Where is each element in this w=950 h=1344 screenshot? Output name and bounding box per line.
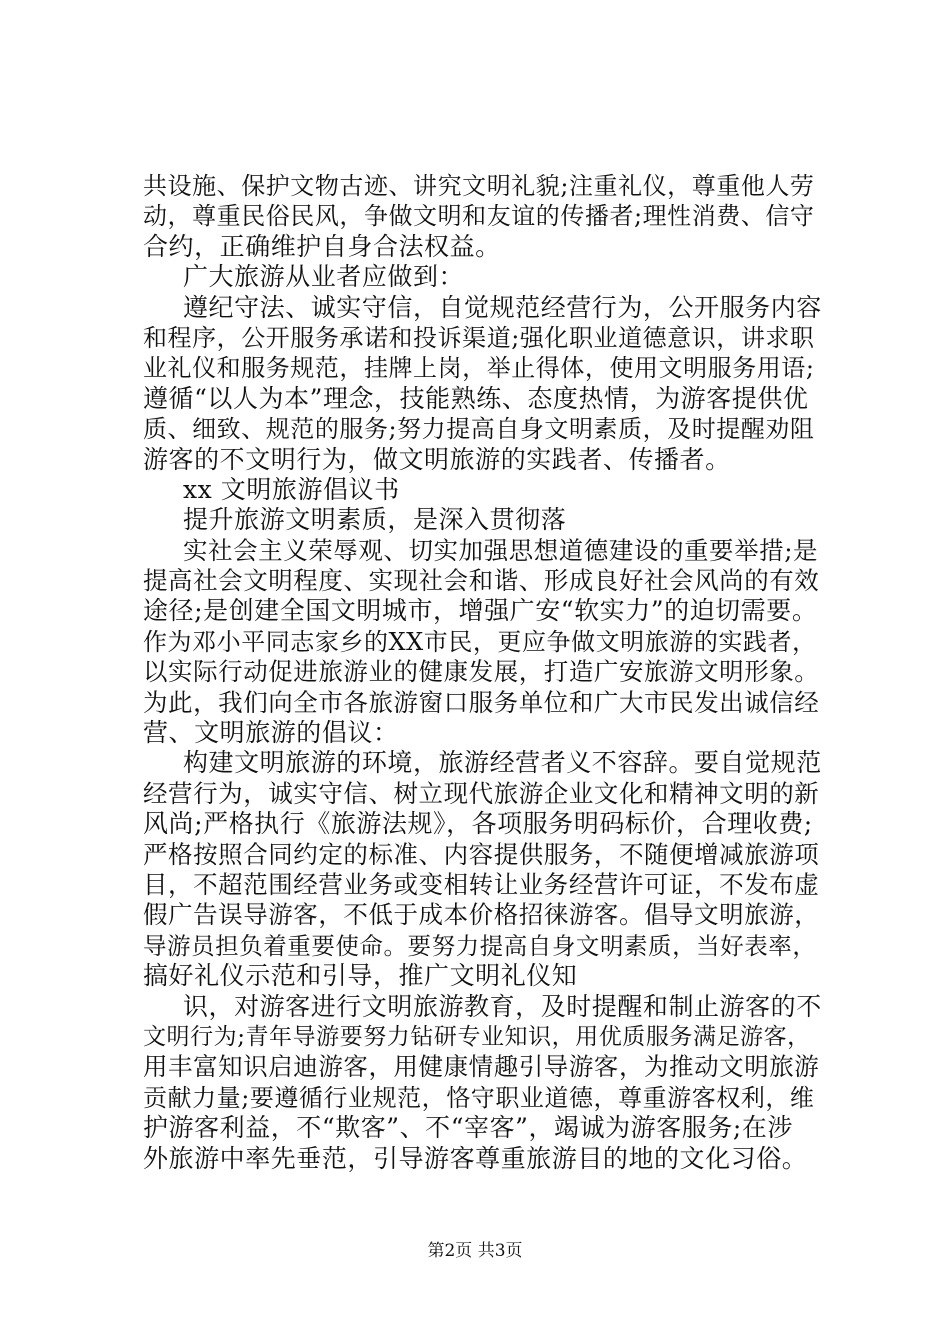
text-line: 业礼仪和服务规范，挂牌上岗，举止得体，使用文明服务用语; xyxy=(143,354,815,383)
text-line: 风尚;严格执行《旅游法规》，各项服务明码标价，合理收费; xyxy=(143,809,813,839)
document-body xyxy=(143,171,823,1174)
text-line: 动，尊重民俗民风，争做文明和友谊的传播者;理性消费、信守 xyxy=(143,202,815,231)
text-line: 用丰富知识启迪游客，用健康情趣引导游客，为推动文明旅游 xyxy=(143,1052,820,1082)
text-line: 以实际行动促进旅游业的健康发展，打造广安旅游文明形象。 xyxy=(143,657,820,687)
text-line: 假广告误导游客，不低于成本价格招徕游客。倡导文明旅游， xyxy=(143,900,820,930)
text-line: 营、文明旅游的倡议： xyxy=(143,718,399,748)
page-footer: 第2页 共3页 xyxy=(427,1241,523,1261)
text-line: 识，对游客进行文明旅游教育，及时提醒和制止游客的不 xyxy=(183,991,822,1021)
text-line: 质、细致、规范的服务;努力提高自身文明素质，及时提醒劝阻 xyxy=(143,415,815,444)
text-line: 经营行为，诚实守信、树立现代旅游企业文化和精神文明的新 xyxy=(143,778,820,808)
text-line: 遵循“以人为本”理念，技能熟练、态度热情，为游客提供优 xyxy=(143,383,809,413)
text-line: 搞好礼仪示范和引导，推广文明礼仪知 xyxy=(143,961,578,991)
text-line: 为此，我们向全市各旅游窗口服务单位和广大市民发出诚信经 xyxy=(143,687,820,717)
text-line: 构建文明旅游的环境，旅游经营者义不容辞。要自觉规范 xyxy=(183,748,822,778)
text-line: 贡献力量;要遵循行业规范，恪守职业道德，尊重游客权利，维 xyxy=(143,1083,815,1112)
text-line: 严格按照合同约定的标准、内容提供服务，不随便增减旅游项 xyxy=(143,839,820,869)
text-line: 途径;是创建全国文明城市，增强广安“软实力”的迫切需要。 xyxy=(143,596,818,626)
text-line: 提升旅游文明素质，是深入贯彻落 xyxy=(183,505,567,535)
text-line: 导游员担负着重要使命。要努力提高自身文明素质，当好表率， xyxy=(143,931,817,960)
text-line: 共设施、保护文物古迹、讲究文明礼貌;注重礼仪，尊重他人劳 xyxy=(143,172,815,200)
text-line: 文明行为;青年导游要努力钻研专业知识，用优质服务满足游客， xyxy=(143,1023,811,1050)
text-line: 遵纪守法、诚实守信，自觉规范经营行为，公开服务内容 xyxy=(183,292,822,322)
text-line: 护游客利益，不“欺客”、不“宰客”，竭诚为游客服务;在涉 xyxy=(143,1113,793,1143)
text-line: 实社会主义荣辱观、切实加强思想道德建设的重要举措;是 xyxy=(183,535,819,565)
text-line: 游客的不文明行为，做文明旅游的实践者、传播者。 xyxy=(143,444,731,474)
text-line: 提高社会文明程度、实现社会和谐、形成良好社会风尚的有效 xyxy=(143,566,820,596)
text-line: 广大旅游从业者应做到： xyxy=(183,262,465,292)
text-line: 外旅游中率先垂范，引导游客尊重旅游目的地的文化习俗。 xyxy=(143,1143,808,1173)
text-line: 和程序，公开服务承诺和投诉渠道;强化职业道德意识，讲求职 xyxy=(143,323,815,352)
text-line: 目，不超范围经营业务或变相转让业务经营许可证，不发布虚 xyxy=(143,869,820,899)
text-line: xx 文明旅游倡议书 xyxy=(183,474,400,504)
text-line: 合约，正确维护自身合法权益。 xyxy=(143,231,501,261)
text-line: 作为邓小平同志家乡的XX市民，更应争做文明旅游的实践者， xyxy=(143,627,817,656)
